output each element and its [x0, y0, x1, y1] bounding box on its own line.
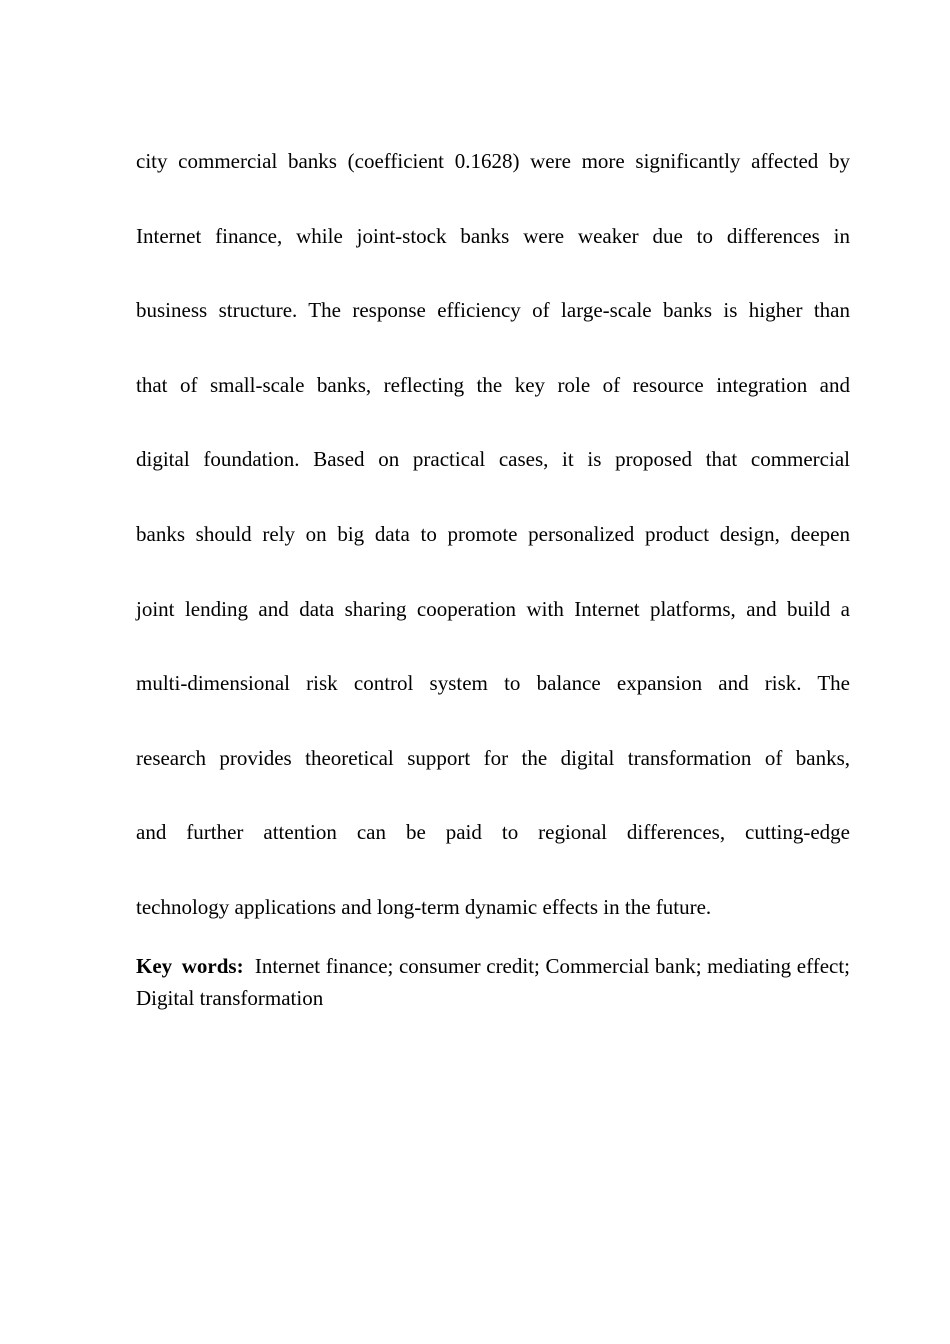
abstract-line: technology applications and long-term dynamic effects in the future. [136, 894, 712, 919]
abstract-line: Internet finance, while joint-stock banks were weaker due to differences in [136, 223, 850, 248]
abstract-line: research provides theoretical support for the digital transformation of banks, [136, 745, 850, 770]
abstract-line: banks should rely on big data to promote personalized product design, deepen [136, 521, 850, 546]
abstract-line: city commercial banks (coefficient 0.1628) were more significantly affected by [136, 149, 850, 173]
abstract-line: multi-dimensional risk control system to balance expansion and risk. The [136, 671, 850, 696]
keywords-text: Internet finance; consumer credit; Commercial bank; mediating effect; Digital transformation [136, 954, 851, 1010]
abstract-line: and further attention can be paid to regional differences, cutting-edge [136, 820, 850, 845]
abstract-line: that of small-scale banks, reflecting the key role of resource integration and [136, 372, 850, 397]
keywords-label: Key words: [136, 954, 244, 978]
abstract-line: joint lending and data sharing cooperation with Internet platforms, and build a [136, 596, 850, 621]
abstract-line: business structure. The response efficiency of large-scale banks is higher than [136, 298, 850, 323]
abstract-line: digital foundation. Based on practical cases, it is proposed that commercial [136, 447, 850, 472]
abstract-paragraph [136, 124, 850, 945]
keywords-paragraph [136, 950, 850, 1014]
